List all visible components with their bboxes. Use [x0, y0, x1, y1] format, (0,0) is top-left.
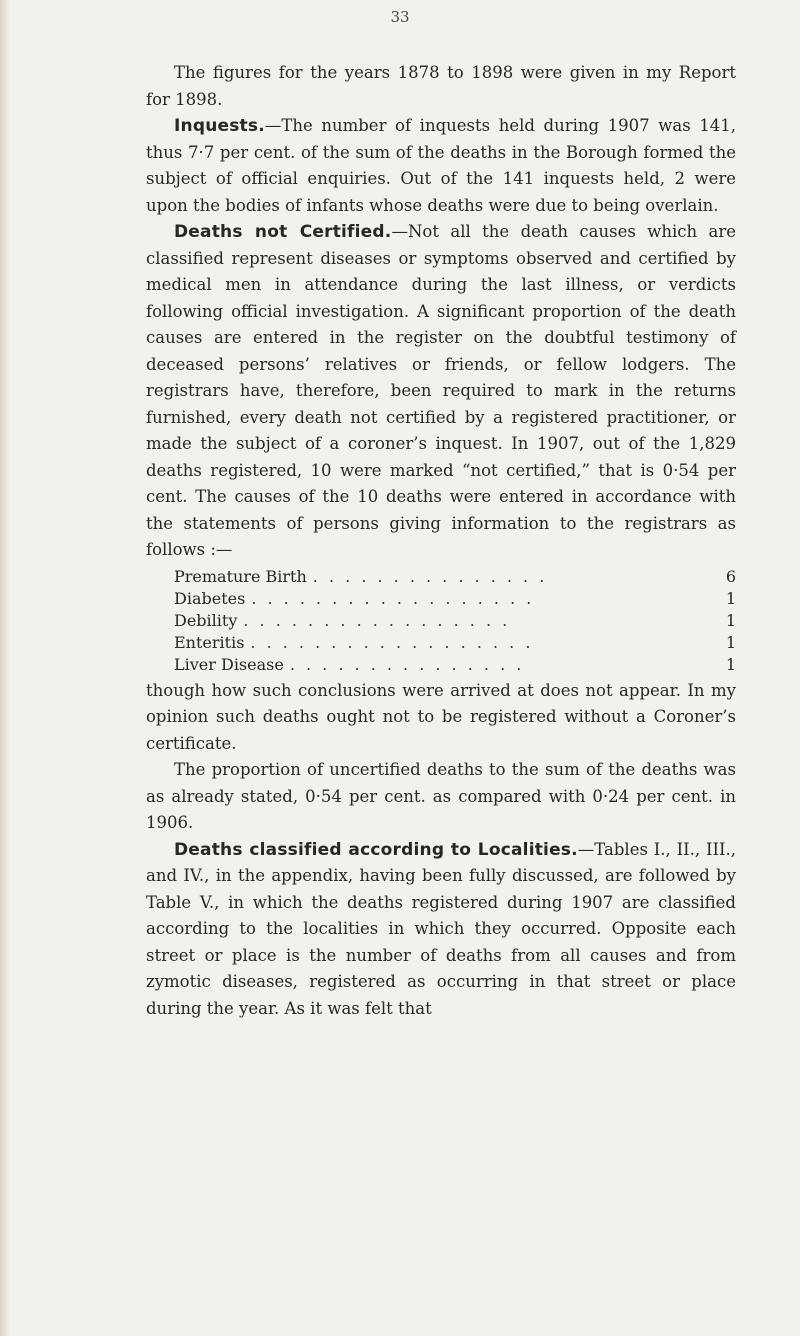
list-item — [174, 566, 736, 588]
cause-name: Diabetes — [174, 588, 246, 608]
causes-list — [174, 566, 736, 676]
page-edge-shadow — [0, 0, 10, 1336]
leader-dots: . . . . . . . . . . . . . . . — [312, 566, 548, 586]
localities-text: —Tables I., II., III., and IV., in the appendix, having been fully discussed, are followed by Table V., in which the deaths registered during 1907 are classified according to the localities in which they occurred. Opposite each street or place is the number of deaths from all causes and from zymotic diseases, registered as occurring in that street or place during the year. As it was felt that — [146, 839, 737, 1018]
cause-count: 1 — [725, 610, 736, 630]
heading-deaths-not-certified: Deaths not Certified. — [174, 222, 392, 242]
cause-name: Debility — [174, 610, 238, 630]
leader-dots: . . . . . . . . . . . . . . . . . . — [251, 588, 535, 608]
cause-count: 1 — [725, 654, 736, 674]
cause-count: 1 — [725, 632, 736, 652]
paragraph-not-certified — [146, 219, 736, 564]
list-item — [174, 588, 736, 610]
body-text — [146, 60, 736, 1022]
heading-localities: Deaths classified according to Localities. — [174, 839, 578, 860]
paragraph-localities — [146, 837, 736, 1023]
paragraph-intro: The figures for the years 1878 to 1898 were given in my Report for 1898. — [146, 63, 736, 109]
leader-dots: . . . . . . . . . . . . . . . . . — [243, 610, 511, 630]
list-item — [174, 610, 736, 632]
leader-dots: . . . . . . . . . . . . . . . . . . — [250, 632, 534, 652]
not-certified-text: —Not all the death causes which are classified represent diseases or symptoms observed and certified by medical men in attendance during the last illness, or verdicts following official investigation. A significant proportion of the death causes are entered in the register on the doubtful testimony of deceased persons’ relatives or friends, or fellow lodgers. The registrars have, therefore, been required to mark in the returns furnished, every death not certified by a registered practitioner, or made the subject of a coroner’s inquest. In 1907, out of the 1,829 deaths registered, 10 were marked “not certified,” that is 0·54 per cent. The causes of the 10 deaths were entered in accordance with the statements of persons giving information to the registrars as follows :— — [146, 222, 736, 559]
page-number: 33 — [390, 8, 410, 26]
heading-inquests: Inquests. — [174, 116, 265, 136]
inquests-text: —The number of inquests held during 1907 was 141, thus 7·7 per cent. of the sum of the deaths in the Borough formed the subject of official enquiries. Out of the 141 inquests held, 2 were upon the bodies of infants whose deaths were due to being overlain. — [146, 116, 736, 215]
cause-name: Enteritis — [174, 632, 245, 652]
paragraph-proportion: The proportion of uncertified deaths to the sum of the deaths was as already stated, 0·54 per cent. as compared with 0·24 per cent. in 1906. — [146, 760, 736, 832]
list-item — [174, 654, 736, 676]
paragraph-inquests — [146, 113, 736, 219]
cause-count: 6 — [725, 566, 736, 586]
list-item — [174, 632, 736, 654]
paragraph-after-list: though how such conclusions were arrived at does not appear. In my opinion such deaths ought not to be registered without a Coroner’s certificate. — [146, 680, 736, 753]
leader-dots: . . . . . . . . . . . . . . . — [289, 654, 525, 674]
cause-name: Liver Disease — [174, 654, 284, 674]
cause-name: Premature Birth — [174, 566, 307, 586]
cause-count: 1 — [725, 588, 736, 608]
